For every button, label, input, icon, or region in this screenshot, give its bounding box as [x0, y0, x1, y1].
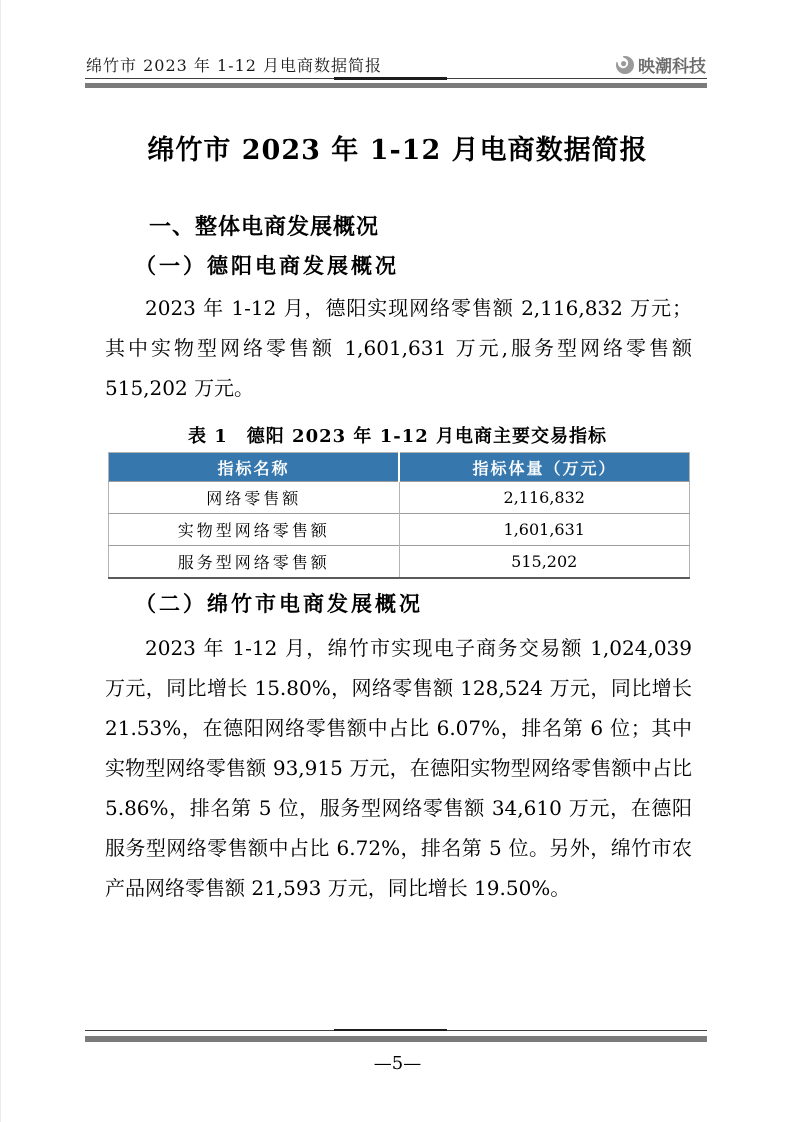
paragraph-mianzhu: 2023 年 1-12 月，绵竹市实现电子商务交易额 1,024,039 万元，同比增长 15.80%，网络零售额 128,524 万元，同比增长 21.53%，在德阳网络零售额中占比 6.07%，排名第 6 位；其中实物型网络零售额 93,915 万元，在德阳实物型网络零售额中占比 5.86%，排名第 5 位，服务型网络零售额 34,610 万元，在德阳服务型网络零售额中占比 6.72%，排名第 5 位。另外，绵竹市农产品网络零售额 21,593 万元，同比增长 19.50%。 — [105, 636, 692, 900]
indicator-value: 1,601,631 — [399, 514, 690, 546]
header-brand — [615, 52, 706, 77]
table-header-indicator-value: 指标体量（万元） — [399, 453, 690, 482]
table-header-indicator-name: 指标名称 — [109, 453, 400, 482]
indicator-name: 服务型网络零售额 — [109, 546, 400, 579]
page-number: —5— — [373, 1053, 422, 1074]
table-row — [109, 514, 690, 546]
section-heading-overall: 一、整体电商发展概况 — [149, 215, 380, 240]
subsection-heading-deyang: （一）德阳电商发展概况 — [135, 253, 399, 278]
header-doc-title: 绵竹市 2023 年 1-12 月电商数据简报 — [86, 56, 383, 75]
paragraph-deyang: 2023 年 1-12 月，德阳实现网络零售额 2,116,832 万元；其中实物型网络零售额 1,601,631 万元,服务型网络零售额 515,202 万元。 — [105, 296, 692, 400]
footer-rule-accent — [334, 1029, 447, 1031]
indicator-table — [108, 452, 690, 579]
table-row — [109, 482, 690, 514]
table-row — [109, 546, 690, 579]
indicator-name: 网络零售额 — [109, 482, 400, 514]
subsection-heading-mianzhu: （二）绵竹市电商发展概况 — [135, 591, 423, 616]
indicator-value: 515,202 — [399, 546, 690, 579]
table-caption: 表 1 德阳 2023 年 1-12 月电商主要交易指标 — [188, 426, 607, 447]
header-rule-band — [85, 83, 707, 88]
table-header-row — [109, 453, 690, 482]
header-brand-name: 映潮科技 — [638, 57, 706, 77]
footer-rule-band — [85, 1036, 707, 1042]
page-title: 绵竹市 2023 年 1-12 月电商数据简报 — [147, 135, 648, 166]
header-rule-accent — [334, 77, 447, 80]
yingchao-logo-icon — [615, 55, 635, 75]
indicator-value: 2,116,832 — [399, 482, 690, 514]
indicator-name: 实物型网络零售额 — [109, 514, 400, 546]
